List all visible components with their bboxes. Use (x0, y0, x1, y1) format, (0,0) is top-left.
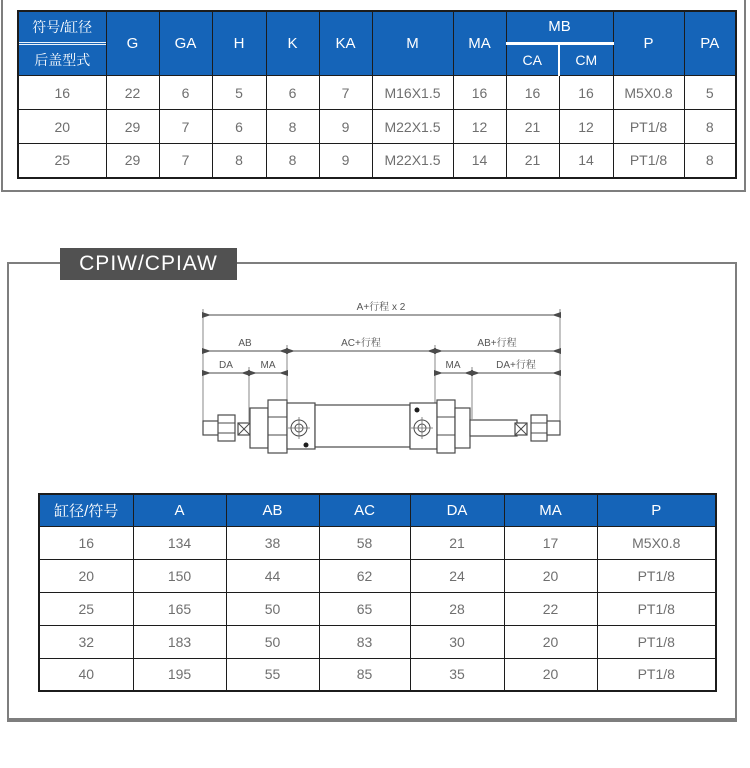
cell: 12 (453, 110, 506, 144)
col-header-AC: AC (319, 494, 410, 526)
cell: 12 (559, 110, 613, 144)
col-header-MA: MA (504, 494, 597, 526)
cell: 9 (319, 110, 372, 144)
col-header-M: M (372, 11, 453, 76)
cell: 20 (18, 110, 106, 144)
cell: 25 (18, 144, 106, 178)
cell: 7 (159, 110, 212, 144)
dim-label-ma2: MA (445, 360, 461, 371)
left-hex-nut (268, 400, 287, 453)
cell: 14 (559, 144, 613, 178)
cell: 20 (504, 625, 597, 658)
cell: 40 (39, 658, 133, 691)
cell: 6 (159, 76, 212, 110)
dim-label-da: DA (219, 360, 233, 371)
col-header-DA: DA (410, 494, 504, 526)
cell: 16 (559, 76, 613, 110)
col-header-bore: 缸径/符号 (39, 494, 133, 526)
left-rod-nut (218, 415, 235, 441)
cell: 30 (410, 625, 504, 658)
cell: M16X1.5 (372, 76, 453, 110)
table-row (39, 592, 716, 625)
cell: 22 (106, 76, 159, 110)
cell: 16 (18, 76, 106, 110)
cell: 29 (106, 144, 159, 178)
cylinder-tube (315, 405, 410, 447)
corner-bottom-label: 后盖型式 (34, 52, 91, 68)
dim-label-total: A+行程 x 2 (356, 302, 406, 313)
cell: 165 (133, 592, 226, 625)
cell: 50 (226, 625, 319, 658)
cell: 6 (212, 110, 266, 144)
cell: 16 (453, 76, 506, 110)
cell: 83 (319, 625, 410, 658)
cell: M22X1.5 (372, 144, 453, 178)
cell: 55 (226, 658, 319, 691)
table-row (39, 526, 716, 559)
cell: PT1/8 (597, 625, 716, 658)
cell: 7 (159, 144, 212, 178)
cell: M22X1.5 (372, 110, 453, 144)
cylinder-dimension-diagram (185, 296, 570, 478)
cell: 22 (504, 592, 597, 625)
cell: 28 (410, 592, 504, 625)
cell: 20 (39, 559, 133, 592)
right-rod-nut (531, 415, 547, 441)
cell: 8 (684, 110, 736, 144)
cell: M5X0.8 (597, 526, 716, 559)
cell: 65 (319, 592, 410, 625)
cell: 58 (319, 526, 410, 559)
corner-top-label: 符号/缸径 (19, 12, 106, 45)
right-rod-end (547, 421, 560, 435)
cell: 9 (319, 144, 372, 178)
model-label-text: CPIW/CPIAW (79, 252, 218, 275)
cell: 44 (226, 559, 319, 592)
cell: 29 (106, 110, 159, 144)
col-header-CA: CA (506, 43, 559, 75)
left-cap-dot (304, 443, 309, 448)
table-row (39, 625, 716, 658)
dim-label-da2: DA+行程 (496, 360, 536, 371)
cell: PT1/8 (597, 559, 716, 592)
model-label (60, 248, 237, 280)
left-rod-end (203, 421, 219, 435)
cell: 21 (506, 110, 559, 144)
cell: 8 (212, 144, 266, 178)
table-row (39, 658, 716, 691)
cell: 7 (319, 76, 372, 110)
col-header-P: P (613, 11, 684, 76)
cell: 21 (410, 526, 504, 559)
col-header-K: K (266, 11, 319, 76)
header-row-1 (18, 11, 736, 43)
left-collar (250, 408, 268, 448)
table-row (39, 559, 716, 592)
rear-cover-spec-table (17, 10, 737, 179)
table-row (18, 110, 736, 144)
cell: M5X0.8 (613, 76, 684, 110)
table-row (18, 76, 736, 110)
cell: PT1/8 (597, 592, 716, 625)
cell: 24 (410, 559, 504, 592)
cell: 62 (319, 559, 410, 592)
cell: 20 (504, 658, 597, 691)
cell: 21 (506, 144, 559, 178)
corner-header-cell (18, 11, 106, 76)
dim-label-ma: MA (260, 360, 276, 371)
col-header-GA: GA (159, 11, 212, 76)
dim-label-ab2: AB+行程 (477, 338, 517, 349)
cell: PT1/8 (597, 658, 716, 691)
cell: 8 (266, 144, 319, 178)
cell: PT1/8 (613, 144, 684, 178)
col-header-MA: MA (453, 11, 506, 76)
cell: PT1/8 (613, 110, 684, 144)
dim-label-ab: AB (238, 338, 252, 349)
cell: 183 (133, 625, 226, 658)
col-header-H: H (212, 11, 266, 76)
right-cap-dot (415, 408, 420, 413)
right-collar (455, 408, 470, 448)
cell: 32 (39, 625, 133, 658)
cell: 8 (266, 110, 319, 144)
cell: 50 (226, 592, 319, 625)
cell: 5 (684, 76, 736, 110)
col-header-CM: CM (559, 43, 613, 75)
col-header-PA: PA (684, 11, 736, 76)
col-header-G: G (106, 11, 159, 76)
cell: 8 (684, 144, 736, 178)
cell: 35 (410, 658, 504, 691)
header-row (39, 494, 716, 526)
right-hex-nut (437, 400, 455, 453)
cell: 16 (506, 76, 559, 110)
right-rod (470, 420, 517, 436)
col-header-KA: KA (319, 11, 372, 76)
cell: 25 (39, 592, 133, 625)
cell: 38 (226, 526, 319, 559)
cell: 20 (504, 559, 597, 592)
cell: 14 (453, 144, 506, 178)
col-header-P: P (597, 494, 716, 526)
cell: 85 (319, 658, 410, 691)
cpiw-dimension-table (38, 493, 717, 692)
cell: 150 (133, 559, 226, 592)
dim-label-ac: AC+行程 (341, 338, 381, 349)
cell: 17 (504, 526, 597, 559)
cell: 134 (133, 526, 226, 559)
col-header-AB: AB (226, 494, 319, 526)
cell: 6 (266, 76, 319, 110)
cell: 16 (39, 526, 133, 559)
col-header-A: A (133, 494, 226, 526)
table-row (18, 144, 736, 178)
cell: 195 (133, 658, 226, 691)
col-header-MB-group: MB (506, 11, 613, 43)
cell: 5 (212, 76, 266, 110)
